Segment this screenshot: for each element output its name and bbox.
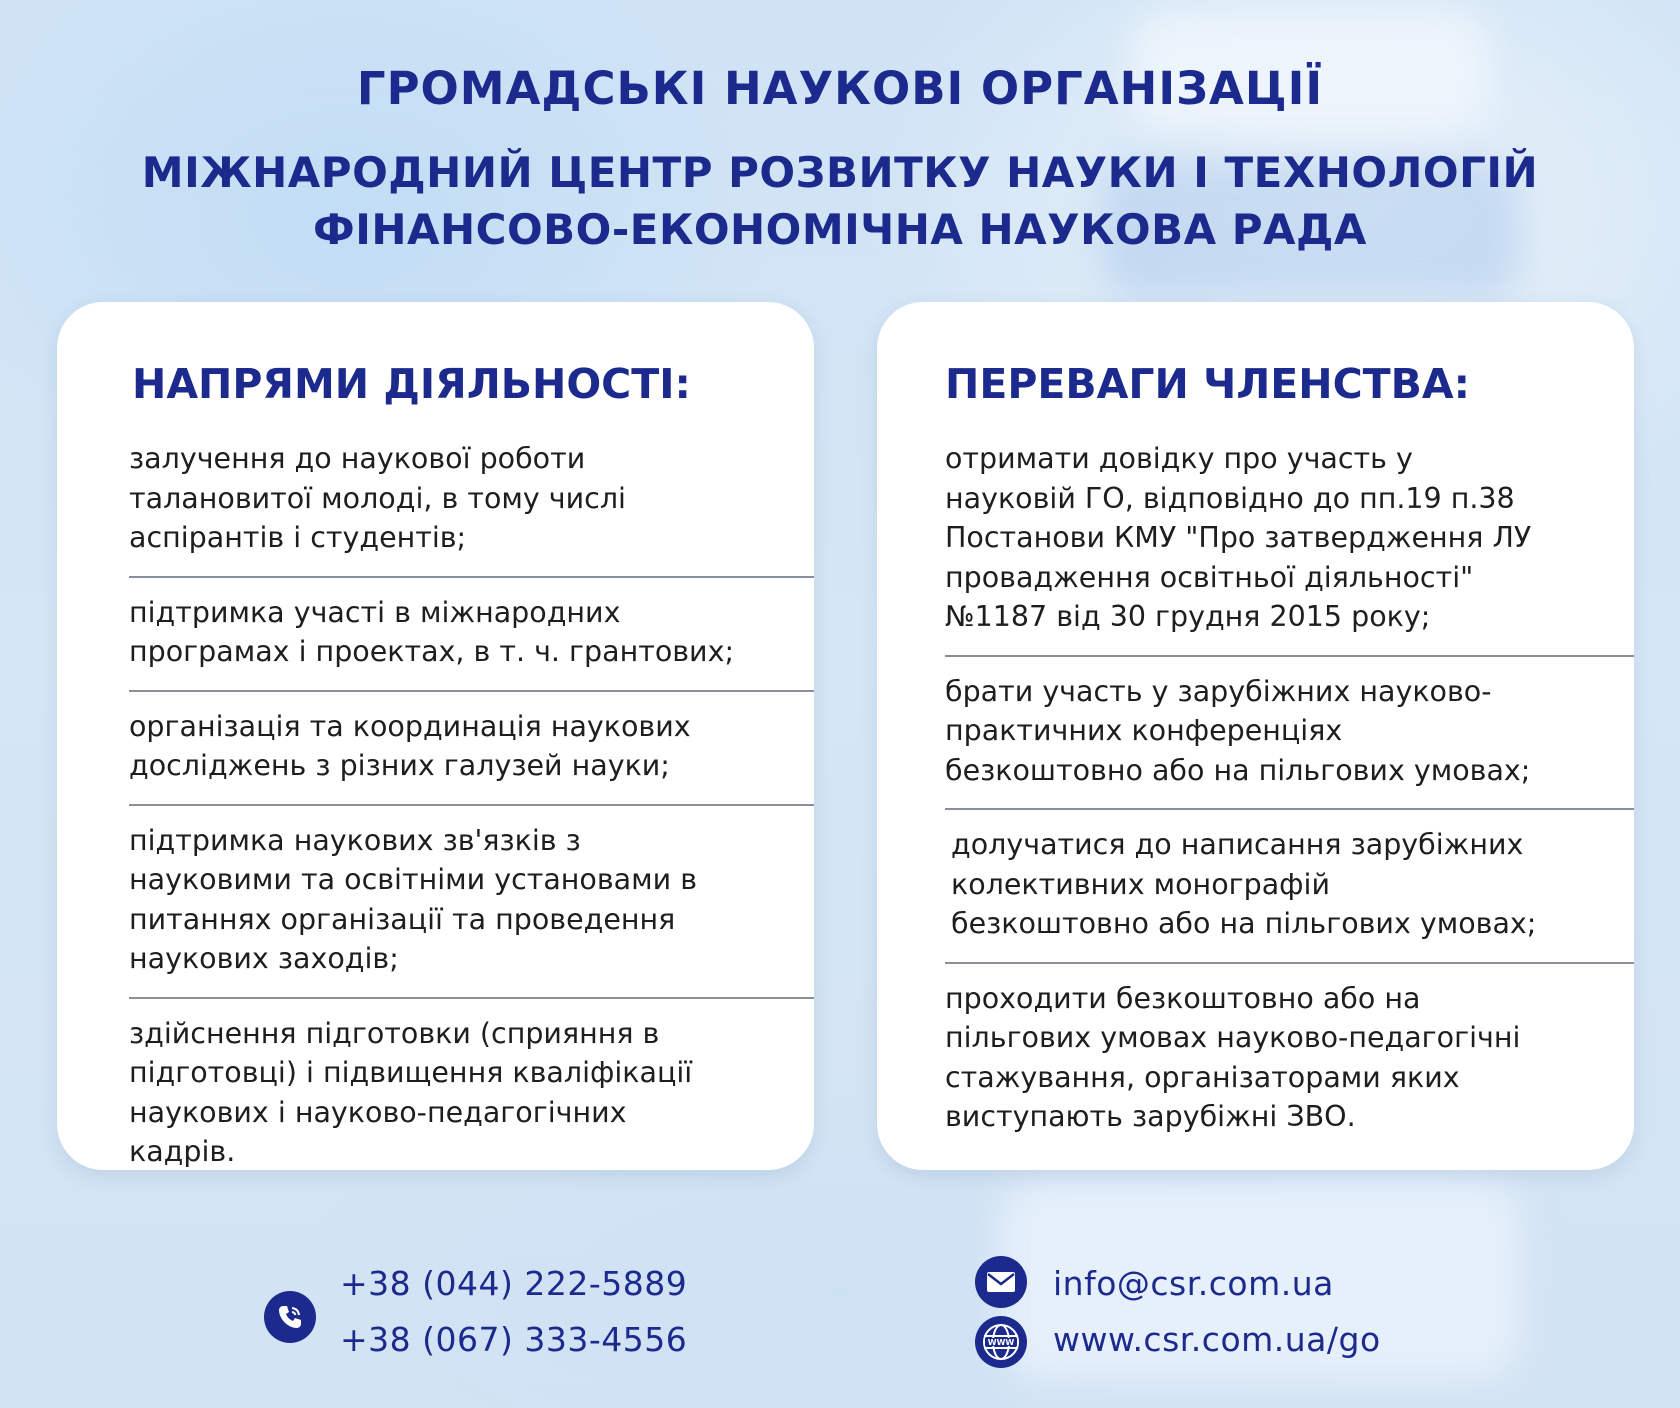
divider	[129, 690, 814, 692]
membership-card	[877, 302, 1634, 1170]
divider	[945, 808, 1634, 810]
divider	[129, 997, 814, 999]
page-title: ГРОМАДСЬКІ НАУКОВІ ОРГАНІЗАЦІЇ	[356, 62, 1324, 115]
divider	[945, 962, 1634, 964]
page-subtitle-line2: ФІНАНСОВО-ЕКОНОМІЧНА НАУКОВА РАДА	[313, 205, 1367, 254]
website-link[interactable]: www.csr.com.ua/go	[1053, 1320, 1381, 1359]
membership-list	[945, 436, 1634, 1147]
phone-number-2[interactable]: +38 (067) 333-4556	[340, 1320, 688, 1359]
activities-list	[129, 436, 814, 1182]
divider	[945, 655, 1634, 657]
membership-title: ПЕРЕВАГИ ЧЛЕНСТВА:	[945, 360, 1471, 408]
list-item: організація та координація наукових досліджень з різних галузей науки;	[129, 709, 691, 782]
list-item: проходити безкоштовно або на пільгових умовах науково-педагогічні стажування, організаторами яких виступають зарубіжні ЗВО.	[945, 981, 1521, 1133]
list-item: брати участь у зарубіжних науково- практичних конференціях безкоштовно або на пільгових умовах;	[945, 674, 1531, 787]
list-item: залучення до наукової роботи талановитої молоді, в тому числі аспірантів і студентів;	[129, 442, 626, 554]
page-subtitle-line1: МІЖНАРОДНИЙ ЦЕНТР РОЗВИТКУ НАУКИ І ТЕХНОЛОГІЙ	[141, 148, 1539, 197]
list-item: підтримка участі в міжнародних програмах і проектах, в т. ч. грантових;	[129, 595, 735, 668]
svg-text:WWW: WWW	[987, 1338, 1015, 1347]
list-item: підтримка наукових зв'язків з науковими та освітніми установами в питаннях організації та проведення наукових заходів;	[129, 823, 698, 975]
list-item: долучатися до написання зарубіжних колективних монографій безкоштовно або на пільгових умовах;	[951, 828, 1537, 940]
divider	[129, 804, 814, 806]
phone-icon	[264, 1291, 316, 1343]
mail-icon	[975, 1256, 1027, 1308]
activities-card	[57, 302, 814, 1170]
divider	[129, 576, 814, 578]
globe-icon	[975, 1316, 1027, 1368]
email-link[interactable]: info@csr.com.ua	[1053, 1264, 1334, 1303]
list-item: отримати довідку про участь у науковій ГО, відповідно до пп.19 п.38 Постанови КМУ "Про затвердження ЛУ провадження освітньої діяльності" №1187 від 30 грудня 2015 року;	[945, 442, 1532, 633]
phone-number-1[interactable]: +38 (044) 222-5889	[340, 1264, 688, 1303]
activities-title: НАПРЯМИ ДІЯЛЬНОСТІ:	[132, 360, 691, 408]
list-item: здійснення підготовки (сприяння в підготовці) і підвищення кваліфікації наукових і науково-педагогічних кадрів.	[129, 1016, 693, 1168]
